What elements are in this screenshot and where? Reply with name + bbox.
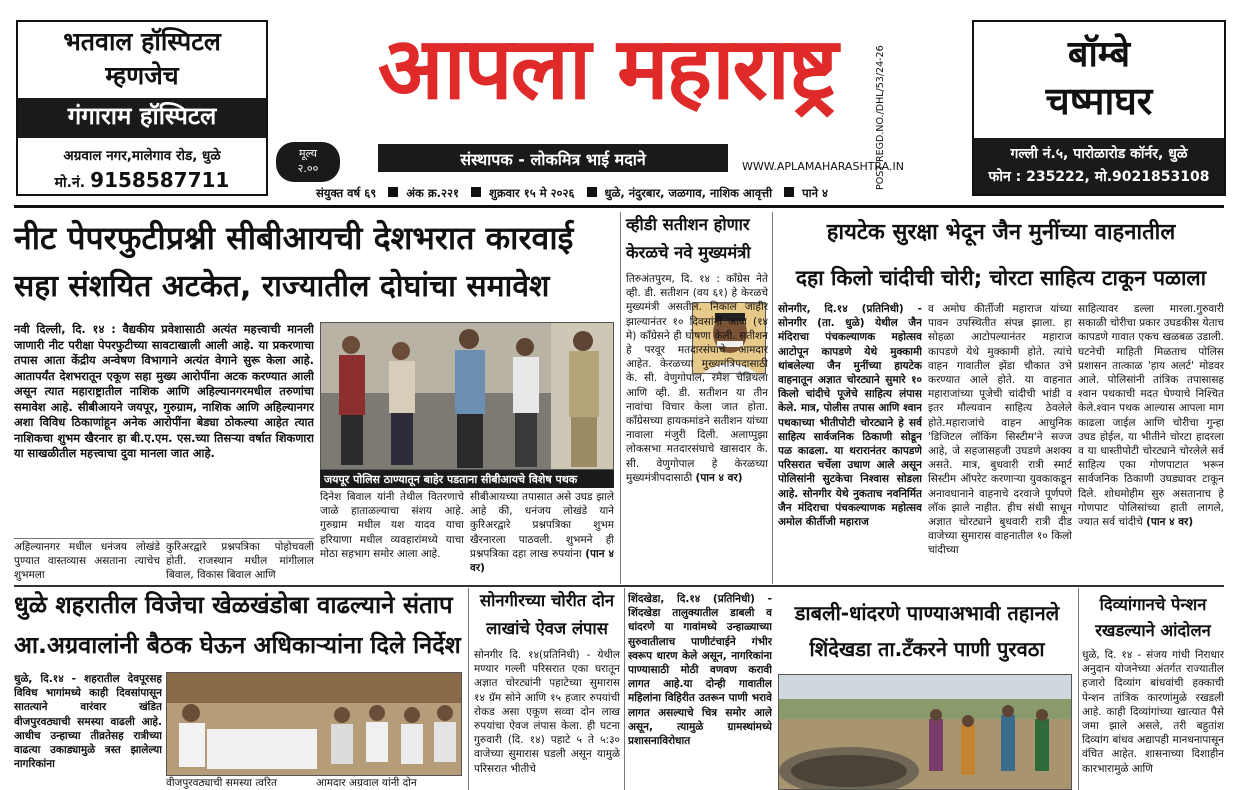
songir-body: सोनगीर दि. १४(प्रतिनिधी) - येथील मण्यार गल्ली परिसरात एका घरातून अज्ञात चोरट्यांनी पहाटेच्या सुमारास १४ ग्रॅम सोने आणि १५ हजार रुपयांची रोकड असा एकूण सव्वा दोन लाख रुपयांचा ऐवज लंपास केला. ही घटना गुरुवारी (दि. १४) पहाटे ५ ते ५:३० वाजेच्या सुमारास घडली असून यामुळे परिसरात भीतीचे (474, 649, 620, 775)
neet-col-3-text: दिनेश बिवाल यांनी तेथील वितरणाचे जाळे हाताळल्याचा संशय आहे. गुरुग्राम मधील यश यादव याचा हरियाणा मधील व्यवहारांमध्ये याचा मोठा सहभाग समोर आला आहे. (320, 491, 464, 560)
satheesan-headline-1: व्हीडी सतीशन होणार (626, 215, 750, 234)
dabli-headline-1: डाबली-धांदरणे पाण्याअभावी तहानले (794, 601, 1060, 625)
dabli-headline-2: शिंदेखडा ता.टँकरने पाणी पुरवठा (809, 637, 1045, 661)
column-rule (620, 212, 621, 584)
neet-col-3 (320, 490, 464, 582)
neet-col-4 (470, 490, 614, 582)
dhule-body: धुळे, दि.१४ - शहरातील देवपूरसह विविध भागांमध्ये काही दिवसांपासून सातत्याने वारंवार खंडित वीजपुरवठ्याची समस्या वाढली आहे. आधीच उन्हाच्या तीव्रतेसह रात्रीच्या वाढत्या उकाड्यामुळे त्रस्त झालेल्या नागरिकांना (14, 673, 162, 771)
dhule-footer-2: आमदार अग्रवाल यांनी दोन (316, 777, 417, 789)
optician-advertisement (972, 20, 1226, 196)
dabli-well-photo (778, 674, 1072, 790)
section-divider (14, 585, 1224, 587)
jain-col-1 (778, 302, 922, 582)
column-rule (772, 212, 773, 584)
dhule-footer-1: वीजपुरवठ्याची समस्या त्वरित (166, 777, 277, 789)
neet-photo-caption: जयपूर पोलिस ठाण्यातून बाहेर पडताना सीबीआयचे विशेष पथक (320, 470, 614, 488)
jain-continued: (पान ४ वर) (1146, 516, 1194, 529)
neet-headline-1: नीट पेपरफुटीप्रश्नी सीबीआयची देशभरात कारवाई (14, 219, 574, 257)
hospital-phone-row (24, 168, 260, 192)
meta-date: शुक्रवार १५ मे २०२६ (489, 186, 575, 200)
price-badge (276, 142, 340, 182)
songir-headline-2: लाखांचे ऐवज लंपास (486, 619, 608, 638)
meta-square-icon (471, 187, 481, 197)
optician-phone: फोन : 235222, मो.9021853108 (988, 169, 1210, 185)
neet-photo (320, 322, 614, 470)
neet-lead-text: नवी दिल्ली, दि. १४ : वैद्यकीय प्रवेशासाठी अत्यंत महत्त्वाची मानली जाणारी नीट परीक्षा पेपरफुटीच्या सावटाखाली आली आहे. या प्रकरणाचा तपास आता केंद्रीय अन्वेषण विभागाने अत्यंत वेगाने सुरू केला आहे. आतापर्यंत देशभरातून एकूण सहा मुख्य आरोपींना अटक करण्यात आली असून त्यात महाराष्ट्रातील नाशिक आणि अहिल्यानगरमधील तरुणांचा समावेश आहे. सीबीआयने जयपूर, गुरुग्राम, नाशिक आणि अहिल्यानगर अशा विविध ठिकाणांहून अनेक आरोपींना बेड्या ठोकल्या आहेत त्यात नाशिकचा शुभम खैरनार हा बी.ए.एम. एस.च्या तिसऱ्या वर्षात शिकणारा या साखळीतील महत्त्वाचा दुवा मानला जात आहे. (14, 322, 314, 460)
website-url: WWW.APLAMAHARASHTRA.IN (742, 160, 904, 173)
jain-col-3 (1078, 302, 1224, 582)
optician-contact-box (974, 138, 1224, 194)
hospital-ad-line1: भतवाल हॉस्पिटल (63, 27, 221, 56)
neet-headline-2: सहा संशयित अटकेत, राज्यातील दोघांचा समावेश (14, 269, 550, 304)
masthead-divider (14, 205, 1224, 208)
jain-headline-2: दहा किलो चांदीची चोरी; चोरटा साहित्य टाकून पळाला (795, 266, 1207, 290)
pension-headline-1: दिव्यांगानचे पेन्शन (1099, 595, 1207, 614)
pension-body: धुळे, दि. १४ - संजय गांधी निराधार अनुदान योजनेच्या अंतर्गत राज्यातील हजारो दिव्यांग बांधवांची हक्काची पेन्शन तांत्रिक कारणांमुळे रखडली आहे. काही दिव्यांगांच्या खात्यात पैसे जमा झाले असले, तरी बहुतांश दिव्यांग बांधव अद्यापही मानधनापासून वंचित आहेत. शासनाच्या दिशाहीन कारभारामुळे आणि (1082, 649, 1224, 775)
neet-photo-scene (321, 323, 614, 470)
meta-square-icon (587, 187, 597, 197)
hospital-phone-label: मो.नं. (54, 175, 86, 191)
optician-ad-line1: बॉम्बे (1067, 34, 1131, 75)
hospital-ad-line2: म्हणजेच (105, 61, 179, 90)
meta-square-icon (784, 187, 794, 197)
meta-year: संयुक्त वर्ष ६९ (316, 186, 377, 200)
dabli-well-scene (779, 675, 1072, 790)
satheesan-body (626, 272, 768, 582)
hospital-phone: 9158587711 (90, 168, 230, 192)
neet-col-1: अहिल्यानगर मधील धनंजय लोखंडे पुण्यात वास्तव्यास असताना त्याचेच शुभमला (14, 541, 160, 582)
dhule-meeting-scene (167, 673, 462, 776)
masthead-title: आपला महाराष्ट्र (377, 19, 837, 119)
optician-address: गल्ली नं.५, पारोळारोड कॉर्नर, धुळे (1010, 146, 1188, 162)
dhule-headline-1: धुळे शहरातील विजेचा खेळखंडोबा वाढल्याने संताप (14, 591, 453, 619)
postal-registration: POST REGD.NO./DHL/53/24-26 (875, 45, 886, 190)
hospital-advertisement (16, 20, 268, 196)
optician-ad-line2: चष्माघर (1045, 79, 1153, 123)
dhule-meeting-photo (166, 672, 462, 776)
pension-headline-2: रखडल्याने आंदोलन (1095, 621, 1211, 640)
price-value: २.०० (297, 162, 319, 175)
jain-col-2: व अमोघ कीर्तीजी महाराज यांच्या पावन उपस्थितीत संपन्न झाला. हा सोहळा आटोपल्यानंतर महाराज कापडणे येथे मुक्कामी होते. त्यांचे वाहन गावातील झेंडा चौकात उभे करण्यात आले होते. या वाहनात महाराजांच्या पूजेची चांदीची भांडी व इतर मौल्यवान साहित्य ठेवलेले होते.महाराजांचे वाहन आधुनिक 'डिजिटल लॉकिंग सिस्टीम'ने सज्ज आहे, जे सहजासहजी उघडणे अशक्य असते. मात्र, बुधवारी रात्री स्मार्ट सिस्टीम ऑपरेट करणाऱ्या युवकाकडून अनावधानाने वाहनाचे दरवाजे पूर्णपणे लॉक झाले नाहीत. हीच संधी साधून अज्ञात चोरट्याने बुधवारी रात्री दीड वाजेच्या सुमारास वाहनातील १० किलो चांदीच्या (928, 303, 1072, 557)
satheesan-headline-2: केरळचे नवे मुख्यमंत्री (626, 243, 751, 262)
satheesan-body-text: तिरुअंतपुरम, दि. १४ : काँग्रेस नेते व्ही. डी. सतीशन (वय ६१) हे केरळचे मुख्यमंत्री असतील. निकाल जाहीर झाल्यानंतर १० दिवसांनी आज (१४ मे) काँग्रेसने ही घोषणा केली. सतीशन हे परवूर मतदारसंघाचे आमदार आहेत. केरळच्या मुख्यमंत्रिपदासाठी के. सी. वेणुगोपाल, रमेश चेन्निथला आणि व्ही. डी. सतीशन या तीन नावांचा विचार केला जात होता. काँग्रेसच्या हायकमांडने सतीशन यांच्या नावाला मंजुरी दिली. अलाप्पुझा लोकसभा मतदारसंघाचे खासदार के. सी. वेणुगोपाल हे केरळच्या मुख्यमंत्रीपदासाठी (626, 273, 768, 484)
neet-continued: (पान ४ वर) (470, 547, 614, 575)
satheesan-continued: (पान ४ वर) (695, 471, 743, 484)
neet-col-2: कुरिअरद्वारे प्रश्नपत्रिका पोहोचवली होती. राजस्थान मधील मांगीलाल बिवाल, विकास बिवाल आणि (166, 541, 314, 582)
column-rule (624, 588, 625, 790)
founder-banner: संस्थापक - लोकमित्र भाई मदाने (378, 144, 728, 172)
jain-headline-1: हायटेक सुरक्षा भेदून जैन मुनींच्या वाहनातील (826, 220, 1176, 245)
jain-col-1-text: सोनगीर, दि.१४ (प्रतिनिधी) - सोनगीर (ता. धुळे) येथील जैन मंदिराचा पंचकल्याणक महोत्सव आटोपून कापडणे येथे मुक्कामी थांबलेल्या जैन मुनींच्या हायटेक वाहनातून अज्ञात चोरट्याने सुमारे १० किलो चांदीचे पूजेचे साहित्य लंपास केले. मात्र, पोलीस तपास आणि श्वान पथकाच्या भीतीपोटी चोरट्याने हे सर्व साहित्य सार्वजनिक ठिकाणी सोडून पळ काढला. या थरारानंतर कापडणे परिसरात चर्चेला उधाण आले असून पोलिसांनी सुटकेचा निश्वास सोडला आहे. सोनगीर येथे नुकताच नवनिर्मित जैन मंदिराचा पंचकल्याणक महोत्सव अमोल कीर्तीजी महाराज (778, 303, 922, 529)
meta-issue: अंक क्र.२२१ (406, 186, 459, 200)
edition-meta-row (316, 186, 946, 201)
hospital-address: अग्रवाल नगर,मालेगाव रोड, धुळे (63, 148, 221, 164)
shindkheda-body: शिंदखेडा, दि.१४ (प्रतिनिधी) - शिंदखेडा तालुक्यातील डाबली व धांदरणे या गावांमध्ये उन्हाळ्याच्या सुरुवातीलाच पाणीटंचाईने गंभीर स्वरूप धारण केले असून, नागरिकांना पाण्यासाठी मोठी वणवण करावी लागत आहे.या दोन्ही गावातील महिलांना विहिरीत उतरून पाणी भरावे लागत असल्याचे चित्र समोर आले असून, त्यामुळे ग्रामस्थांमध्ये प्रशासनाविरोधात (628, 593, 772, 748)
column-rule (468, 588, 469, 790)
meta-editions: धुळे, नंदुरबार, जळगाव, नाशिक आवृत्ती (604, 186, 773, 200)
hospital-ad-line3: गंगाराम हॉस्पिटल (18, 98, 266, 138)
meta-pages: पाने ४ (802, 186, 829, 200)
neet-col-4-text: सीबीआयच्या तपासात असे उघड झाले आहे की, धनंजय लोखंडे याने कुरिअरद्वारे प्रश्नपत्रिका शुभम खैरनारला पाठवली. शुभमने ही प्रश्नपत्रिका दहा लाख रुपयांना (470, 491, 614, 560)
dhule-headline-2: आ.अग्रवालांनी बैठक घेऊन अधिकाऱ्यांना दिले निर्देश (14, 631, 461, 659)
songir-headline-1: सोनगीरच्या चोरीत दोन (479, 591, 615, 610)
neet-lead-divider (14, 538, 314, 539)
meta-square-icon (388, 187, 398, 197)
price-label: मूल्य (299, 147, 317, 160)
column-rule (1078, 588, 1079, 790)
jain-col-3-text: साहित्यावर डल्ला मारला.गुरुवारी सकाळी चोरीचा प्रकार उघडकीस येताच कापडणे गावात एकच खळबळ उडाली. घटनेची माहिती मिळताच पोलिस प्रशासन तात्काळ 'हाय अलर्ट' मोडवर आले. पोलिसांनी तांत्रिक तपासासह श्वान पथकाची मदत घेण्याचे निश्चित केले.श्वान पथक आल्यास आपला माग काढला जाईल आणि चोरीचा गुन्हा उघड होईल, या भीतीने चोरटा हादरला व या धास्तीपोटी चोरट्याने चोरलेले सर्व साहित्य एका गोणपाटात भरून सार्वजनिक ठिकाणी उघड्यावर टाकून दिले. शोधमोहीम सुरु असतानाच हे गोणपाट पोलिसांच्या हाती लागले, ज्यात सर्व चांदीचे (1078, 303, 1224, 529)
